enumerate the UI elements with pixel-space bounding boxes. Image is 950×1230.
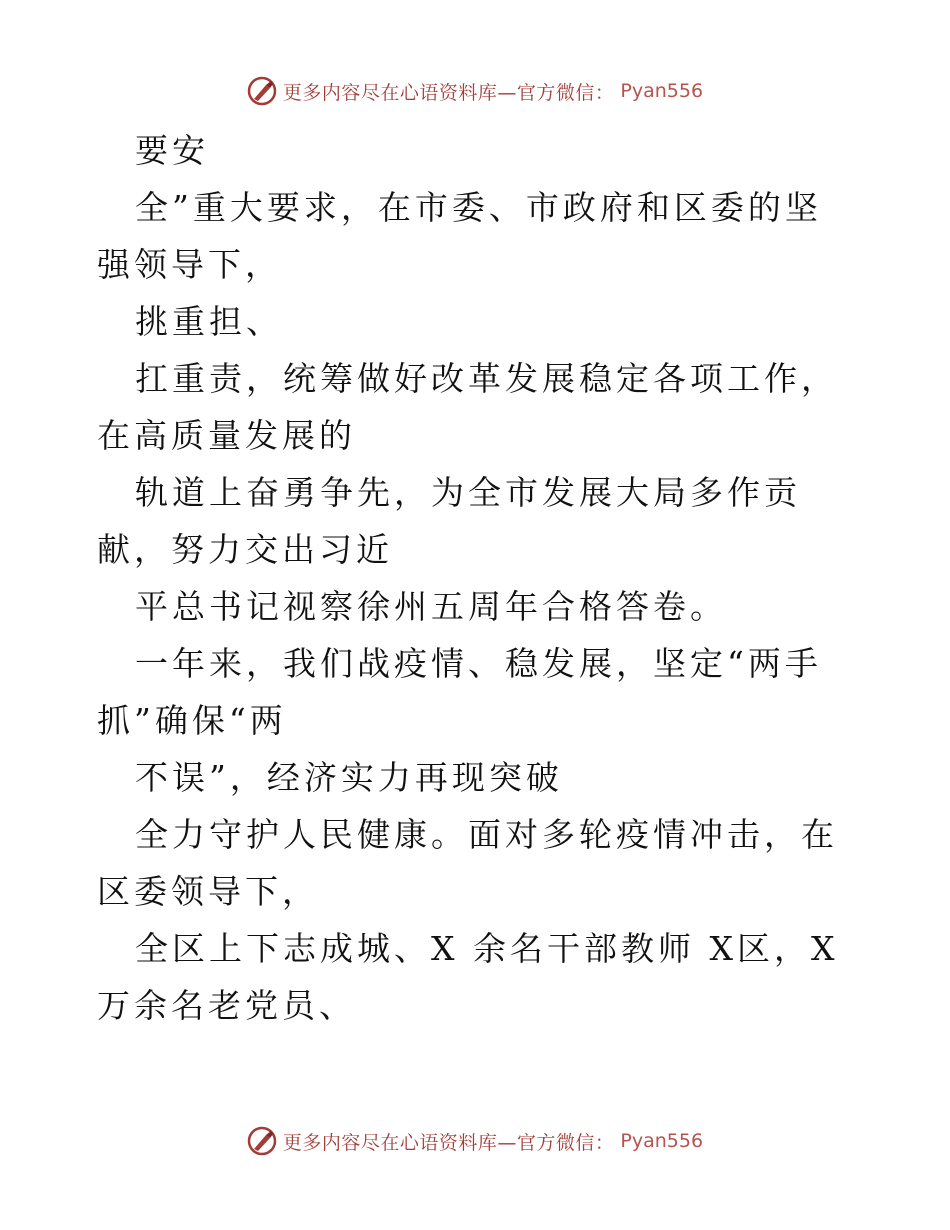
- paragraph: 轨道上奋勇争先，为全市发展大局多作贡献，努力交出习近: [97, 473, 801, 569]
- paragraph: 一年来，我们战疫情、稳发展，坚定“两手抓”确保“两: [97, 644, 822, 740]
- paragraph: 扛重责，统筹做好改革发展稳定各项工作，在高质量发展的: [97, 359, 838, 455]
- header-watermark: [0, 74, 950, 108]
- paragraph: 全”重大要求，在市委、市政府和区委的坚强领导下，: [97, 188, 822, 284]
- paragraph: 要安: [135, 131, 209, 170]
- paragraph: 平总书记视察徐州五周年合格答卷。: [135, 587, 727, 626]
- paragraph: 全区上下志成城、X 余名干部教师 X区，X 万余名老党员、: [97, 929, 839, 1025]
- watermark-account: Pyan556: [620, 80, 704, 102]
- pen-logo-icon: [247, 76, 277, 106]
- document-body: [97, 122, 857, 1034]
- pen-logo-icon: [247, 1126, 277, 1156]
- footer-watermark: [0, 1124, 950, 1158]
- paragraph: 挑重担、: [135, 302, 283, 341]
- watermark-brand-text: 更多内容尽在心语资料库—官方微信：: [282, 81, 615, 104]
- paragraph: 不误”，经济实力再现突破: [135, 758, 563, 797]
- watermark-brand-text: 更多内容尽在心语资料库—官方微信：: [282, 1131, 615, 1154]
- watermark-account: Pyan556: [620, 1130, 704, 1152]
- paragraph: 全力守护人民健康。面对多轮疫情冲击，在区委领导下，: [97, 815, 838, 911]
